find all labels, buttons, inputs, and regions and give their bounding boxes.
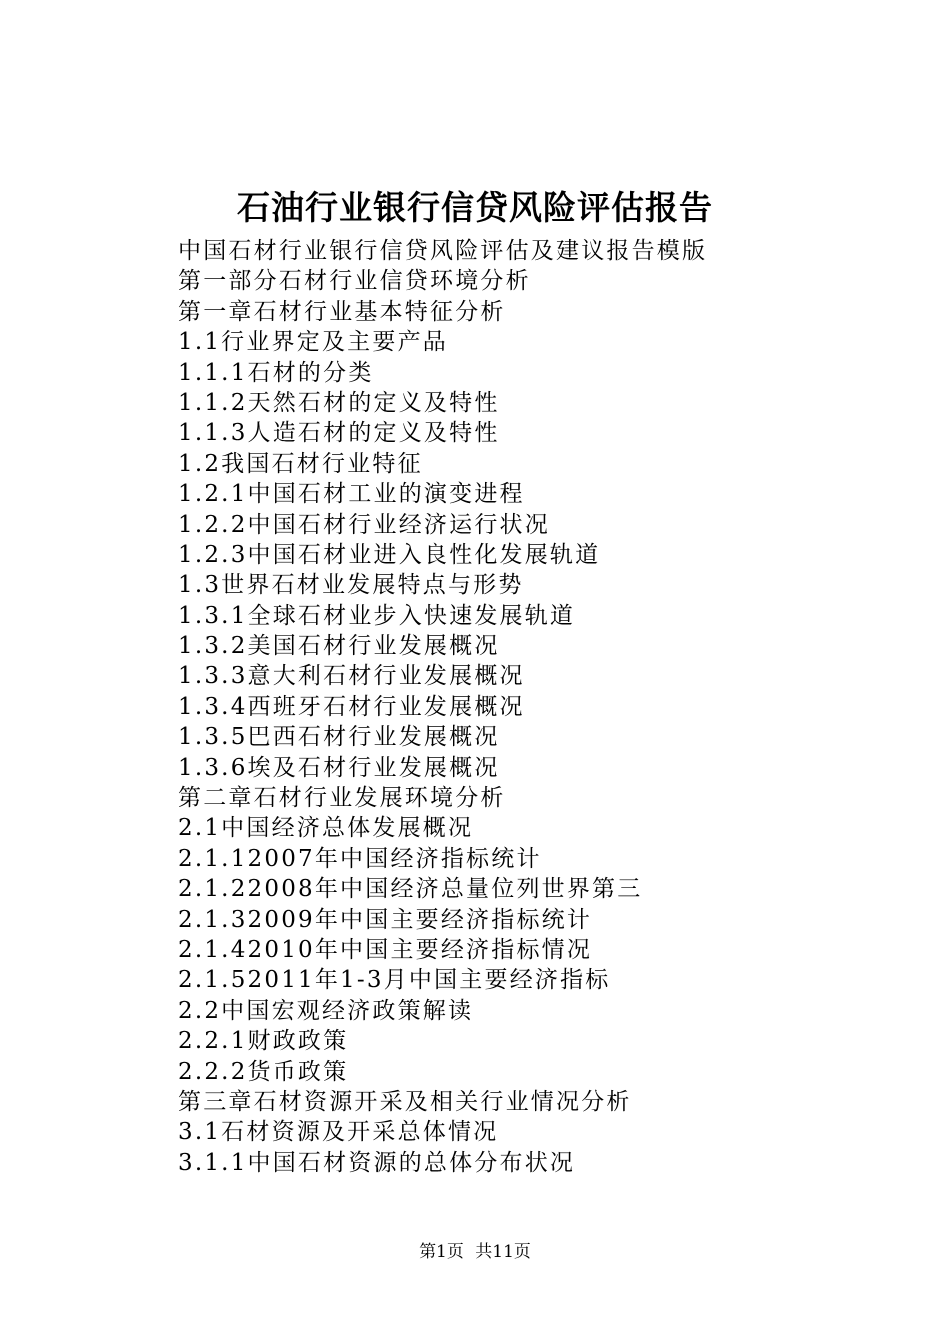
toc-line: 1.2.1中国石材工业的演变进程 [178, 481, 525, 508]
toc-line: 1.3.3意大利石材行业发展概况 [178, 663, 525, 690]
toc-line: 1.3.2美国石材行业发展概况 [178, 633, 500, 660]
page-number: 第1页 [419, 1242, 464, 1262]
toc-line: 3.1石材资源及开采总体情况 [178, 1119, 499, 1146]
toc-line: 第一部分石材行业信贷环境分析 [178, 268, 531, 295]
toc-line: 2.2.1财政政策 [178, 1028, 349, 1055]
toc-line: 2.1.52011年1-3月中国主要经济指标 [178, 967, 611, 994]
document-title: 石油行业银行信贷风险评估报告 [237, 188, 713, 227]
page-footer [0, 1240, 950, 1264]
toc-line: 1.2我国石材行业特征 [178, 450, 423, 477]
toc-line: 2.2.2货币政策 [178, 1058, 349, 1085]
toc-line: 1.1.1石材的分类 [178, 359, 374, 386]
toc-line: 1.3.6埃及石材行业发展概况 [178, 754, 500, 781]
toc-line: 2.1.32009年中国主要经济指标统计 [178, 906, 593, 933]
toc-line: 1.3.5巴西石材行业发展概况 [178, 724, 500, 751]
toc-line: 2.2中国宏观经济政策解读 [178, 997, 474, 1024]
toc-line: 1.1.2天然石材的定义及特性 [178, 389, 500, 416]
toc-line: 2.1.12007年中国经济指标统计 [178, 845, 542, 872]
toc-line: 1.2.3中国石材业进入良性化发展轨道 [178, 541, 601, 568]
toc-line: 1.3世界石材业发展特点与形势 [178, 572, 524, 599]
toc-line: 1.1行业界定及主要产品 [178, 329, 448, 356]
toc-line: 第三章石材资源开采及相关行业情况分析 [178, 1088, 632, 1115]
toc-line: 2.1.42010年中国主要经济指标情况 [178, 936, 593, 963]
toc-line: 1.3.1全球石材业步入快速发展轨道 [178, 602, 576, 629]
toc-line: 中国石材行业银行信贷风险评估及建议报告模版 [178, 238, 708, 264]
toc-line: 第二章石材行业发展环境分析 [178, 785, 506, 812]
table-of-contents [178, 236, 707, 1178]
toc-line: 1.2.2中国石材行业经济运行状况 [178, 511, 550, 538]
toc-line: 2.1.22008年中国经济总量位列世界第三 [178, 876, 643, 903]
toc-line: 2.1中国经济总体发展概况 [178, 815, 474, 842]
toc-line: 第一章石材行业基本特征分析 [178, 298, 506, 325]
toc-line: 1.3.4西班牙石材行业发展概况 [178, 693, 525, 720]
page-total: 共11页 [475, 1242, 531, 1262]
toc-line: 3.1.1中国石材资源的总体分布状况 [178, 1149, 576, 1176]
toc-line: 1.1.3人造石材的定义及特性 [178, 420, 500, 447]
